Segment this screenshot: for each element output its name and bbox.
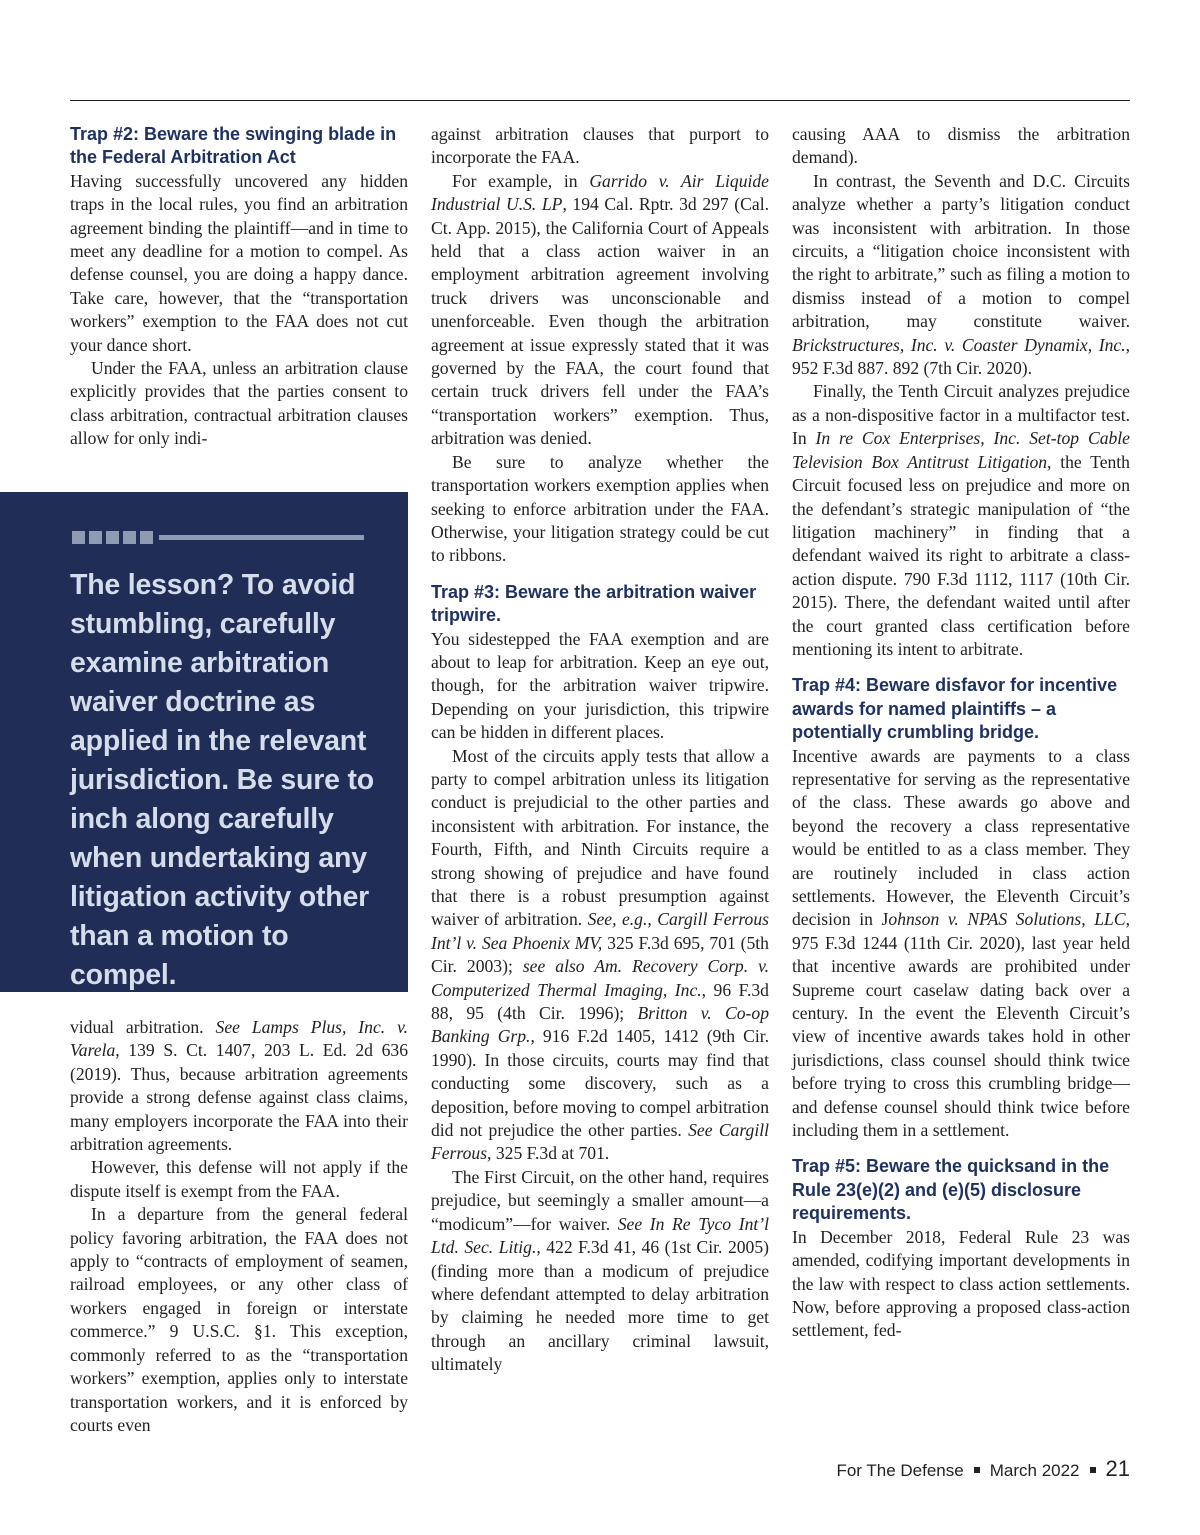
trap-5-paragraph-1: In December 2018, Federal Rule 23 was amended, codifying important developments in the law with respect to class action settlements. Now, before approving a proposed class-action settlement, fed- (792, 1226, 1130, 1341)
trap-5-heading: Trap #5: Beware the quicksand in the Rule 23(e)(2) and (e)(5) disclosure requirements. (792, 1156, 1110, 1224)
trap-2-paragraph-2: Under the FAA, unless an arbitration clause explicitly provides that the parties consent to class arbitration, contractual arbitration clauses allow for only indi- (70, 358, 408, 449)
trap-3-paragraph-3: The First Circuit, on the other hand, requires prejudice, but seemingly a smaller amount—a “modicum”—for waiver. See In Re Tyco Int’l Ltd. Sec. Litig., 422 F.3d 41, 46 (1st Cir. 2005) (finding more than a modicum of prejudice where defendant attempted to delay arbitration by claiming he needed more time to get through an ancillary criminal lawsuit, ultimately (431, 1166, 769, 1375)
page-number: 21 (1105, 1456, 1130, 1481)
top-rule (70, 100, 1130, 101)
decor-square (89, 531, 102, 544)
trap-3-heading: Trap #3: Beware the arbitration waiver tripwire. (431, 581, 757, 626)
trap-2-paragraph-4: In a departure from the general federal policy favoring arbitration, the FAA does not apply to “contracts of employment of seamen, railroad employees, or any other class of workers engaged in foreign or interstate commerce.” 9 U.S.C. §1. This exception, commonly referred to as the “transportation workers” exemption, applies only to interstate transportation workers, and it is enforced by courts even (70, 1204, 408, 1435)
trap-4-heading: Trap #4: Beware disfavor for incentive awards for named plaintiffs – a potentially crumbling bridge. (792, 675, 1118, 743)
trap-2-paragraph-1: Having successfully uncovered any hidden traps in the local rules, you find an arbitration agreement binding the plaintiff—and in time to meet any deadline for a motion to compel. As defense counsel, you are doing a happy dance. Take care, however, that the “transportation workers” exemption to the FAA does not cut your dance short. (70, 170, 408, 355)
footer-separator (974, 1467, 980, 1473)
column-2 (431, 123, 769, 1377)
column-3 (792, 123, 1130, 1343)
pull-quote-box (0, 492, 408, 992)
column-1 (70, 123, 408, 451)
trap-2-paragraph-2-continued: vidual arbitration. See Lamps Plus, Inc. v. Varela, 139 S. Ct. 1407, 203 L. Ed. 2d 636 (2019). Thus, because arbitration agreements provide a strong defense against class claims, many employers incorporate the FAA into their arbitration agreements. (70, 1017, 409, 1155)
footer-separator (1090, 1467, 1096, 1473)
trap-3-paragraph-2: Most of the circuits apply tests that allow a party to compel arbitration unless its litigation conduct is prejudicial to the other parties and inconsistent with arbitration. For instance, the Fourth, Fifth, and Ninth Circuits require a strong showing of prejudice and have found that there is a robust presumption against waiver of arbitration. See, e.g., Cargill Ferrous Int’l v. Sea Phoenix MV, 325 F.3d 695, 701 (5th Cir. 2003); see also Am. Recovery Corp. v. Computerized Thermal Imaging, Inc., 96 F.3d 88, 95 (4th Cir. 1996); Britton v. Co-op Banking Grp., 916 F.2d 1405, 1412 (9th Cir. 1990). In those circuits, courts may find that conducting some discovery, such as a deposition, before moving to compel arbitration did not prejudice the other parties. See Cargill Ferrous, 325 F.3d at 701. (431, 745, 770, 1164)
col3-paragraph-3: Finally, the Tenth Circuit analyzes prejudice as a non-dispositive factor in a multifactor test. In In re Cox Enterprises, Inc. Set-top Cable Television Box Antitrust Litigation, the Tenth Circuit focused less on prejudice and more on the defendant’s strategic manipulation of “the litigation machinery” in finding that a defendant waived its right to arbitrate a class-action dispute. 790 F.3d 1112, 1117 (10th Cir. 2015). There, the defendant waited until after the court granted class certification before mentioning its intent to arbitrate. (792, 381, 1130, 659)
trap-3-paragraph-1: You sidestepped the FAA exemption and are about to leap for arbitration. Keep an eye out, though, for the arbitration waiver tripwire. Depending on your jurisdiction, this tripwire can be hidden in different places. (431, 628, 769, 743)
publication-name: For The Defense (836, 1461, 964, 1480)
pull-quote-decoration (72, 530, 364, 544)
col2-paragraph-2: For example, in Garrido v. Air Liquide Industrial U.S. LP, 194 Cal. Rptr. 3d 297 (Cal. Ct. App. 2015), the California Court of Appeals held that a class action waiver in an employment arbitration agreement involving truck drivers was unconscionable and unenforceable. Even though the arbitration agreement at issue expressly stated that it was governed by the FAA, the court found that certain truck drivers fell under the FAA’s “transportation workers” exemption. Thus, arbitration was denied. (431, 170, 769, 449)
decor-square (140, 531, 153, 544)
col2-paragraph-1: against arbitration clauses that purport to incorporate the FAA. (431, 124, 769, 168)
decor-bar (159, 535, 364, 540)
column-1-continued (70, 1016, 408, 1437)
issue-date: March 2022 (989, 1461, 1080, 1480)
col3-paragraph-1: causing AAA to dismiss the arbitration demand). (792, 124, 1130, 168)
col2-paragraph-3: Be sure to analyze whether the transportation workers exemption applies when seeking to enforce arbitration under the FAA. Otherwise, your litigation strategy could be cut to ribbons. (431, 451, 769, 566)
page-footer (836, 1456, 1130, 1482)
trap-2-paragraph-3: However, this defense will not apply if the dispute itself is exempt from the FAA. (70, 1157, 408, 1201)
decor-square (123, 531, 136, 544)
trap-4-paragraph-1: Incentive awards are payments to a class representative for serving as the representative of the class. These awards go above and beyond the recovery a class representative would be entitled to as a class member. They are routinely included in class action settlements. However, the Eleventh Circuit’s decision in Johnson v. NPAS Solutions, LLC, 975 F.3d 1244 (11th Cir. 2020), last year held that incentive awards are prohibited under Supreme court caselaw dating back over a century. In the event the Eleventh Circuit’s view of incentive awards takes hold in other jurisdictions, class counsel should think twice before trying to cross this crumbling bridge—and defense counsel should think twice before including them in a settlement. (792, 745, 1130, 1141)
trap-2-heading: Trap #2: Beware the swinging blade in the Federal Arbitration Act (70, 124, 397, 168)
decor-square (106, 531, 119, 544)
pull-quote-text: The lesson? To avoid stumbling, carefully examine arbitration waiver doctrine as applied in the relevant jurisdiction. Be sure to inch along carefully when undertaking any litigation activity other than a motion to compel. (70, 569, 374, 991)
col3-paragraph-2: In contrast, the Seventh and D.C. Circuits analyze whether a party’s litigation conduct was inconsistent with arbitration. In those circuits, a “litigation choice inconsistent with the right to arbitrate,” such as filing a motion to dismiss instead of a motion to compel arbitration, may constitute waiver. Brickstructures, Inc. v. Coaster Dynamix, Inc., 952 F.3d 887. 892 (7th Cir. 2020). (792, 170, 1130, 379)
decor-square (72, 531, 85, 544)
